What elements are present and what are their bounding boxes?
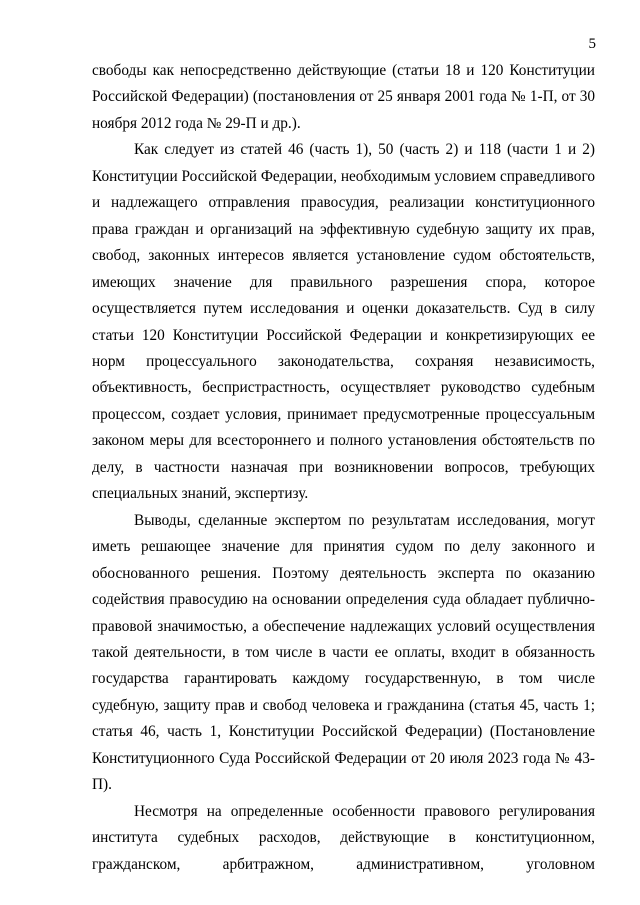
paragraph-3: Выводы, сделанные экспертом по результатам исследования, могут иметь решающее значение для принятия судом по делу законного и обоснованного решения. Поэтому деятельность эксперта по оказанию содействия правосудию на основании определения суда обладает публично-правовой значимостью, а обеспечение надлежащих условий осуществления такой деятельности, в том числе в части ее оплаты, входит в обязанность государства гарантировать каждому государственную, в том числе судебную, защиту прав и свобод человека и гражданина (статья 45, часть 1; статья 46, часть 1, Конституции Российской Федерации) (Постановление Конституционного Суда Российской Федерации от 20 июля 2023 года № 43-П). [92, 511, 595, 794]
paragraph-2: Как следует из статей 46 (часть 1), 50 (часть 2) и 118 (части 1 и 2) Конституции Российской Федерации, необходимым условием справедливого и надлежащего отправления правосудия, реализации конституционного права граждан и организаций на эффективную судебную защиту их прав, свобод, законных интересов является установление судом обстоятельств, имеющих значение для правильного разрешения спора, которое осуществляется путем исследования и оценки доказательств. Суд в силу статьи 120 Конституции Российской Федерации и конкретизирующих ее норм процессуального законодательства, сохраняя независимость, объективность, беспристрастность, осуществляет руководство судебным процессом, создает условия, принимает предусмотренные процессуальным законом меры для всестороннего и полного установления обстоятельств по делу, в частности назначая при возникновении вопросов, требующих специальных знаний, экспертизу. [92, 141, 595, 503]
page-number: 5 [588, 36, 596, 52]
paragraph-4: Несмотря на определенные особенности правового регулирования института судебных расходов, действующие в конституционном, гражданском, арбитражном, административном, уголовном [92, 802, 595, 873]
document-body [92, 58, 595, 878]
paragraph-1: свободы как непосредственно действующие (статьи 18 и 120 Конституции Российской Федерации) (постановления от 25 января 2001 года № 1-П, от 30 ноября 2012 года № 29-П и др.). [92, 62, 595, 132]
